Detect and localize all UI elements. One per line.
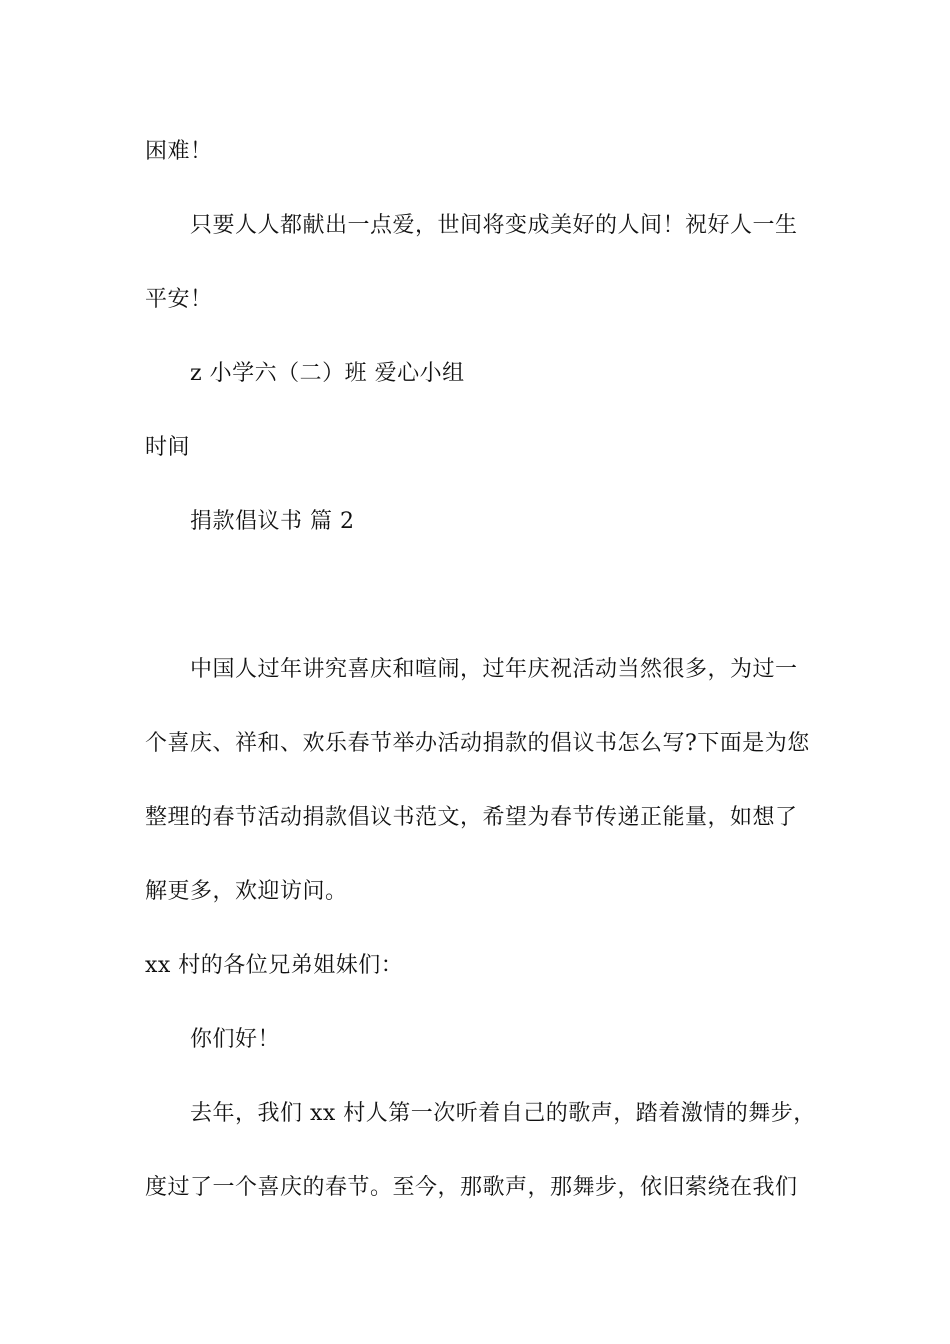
text-line-10: 解更多，欢迎访问。 xyxy=(145,879,348,904)
text-line-13: 去年，我们 xx 村人第一次听着自己的歌声，踏着激情的舞步， xyxy=(190,1101,816,1126)
text-line-3: 平安！ xyxy=(145,287,213,312)
salutation-line: xx 村的各位兄弟姐妹们： xyxy=(145,953,404,978)
text-line-14: 度过了一个喜庆的春节。至今，那歌声，那舞步，依旧萦绕在我们 xyxy=(145,1175,798,1200)
text-line-1: 困难！ xyxy=(145,139,213,164)
date-line: 时间 xyxy=(145,435,191,460)
greeting-line: 你们好！ xyxy=(190,1027,281,1052)
text-line-9: 整理的春节活动捐款倡议书范文，希望为春节传递正能量，如想了 xyxy=(145,805,798,830)
text-line-8: 个喜庆、祥和、欢乐春节举办活动捐款的倡议书怎么写?下面是为您 xyxy=(145,731,810,756)
text-line-2: 只要人人都献出一点爱，世间将变成美好的人间！祝好人一生 xyxy=(190,213,798,238)
text-line-7: 中国人过年讲究喜庆和喧闹，过年庆祝活动当然很多，为过一 xyxy=(190,657,798,682)
signature-line: z 小学六（二）班 爱心小组 xyxy=(190,361,465,386)
section-heading: 捐款倡议书 篇 2 xyxy=(190,509,355,534)
